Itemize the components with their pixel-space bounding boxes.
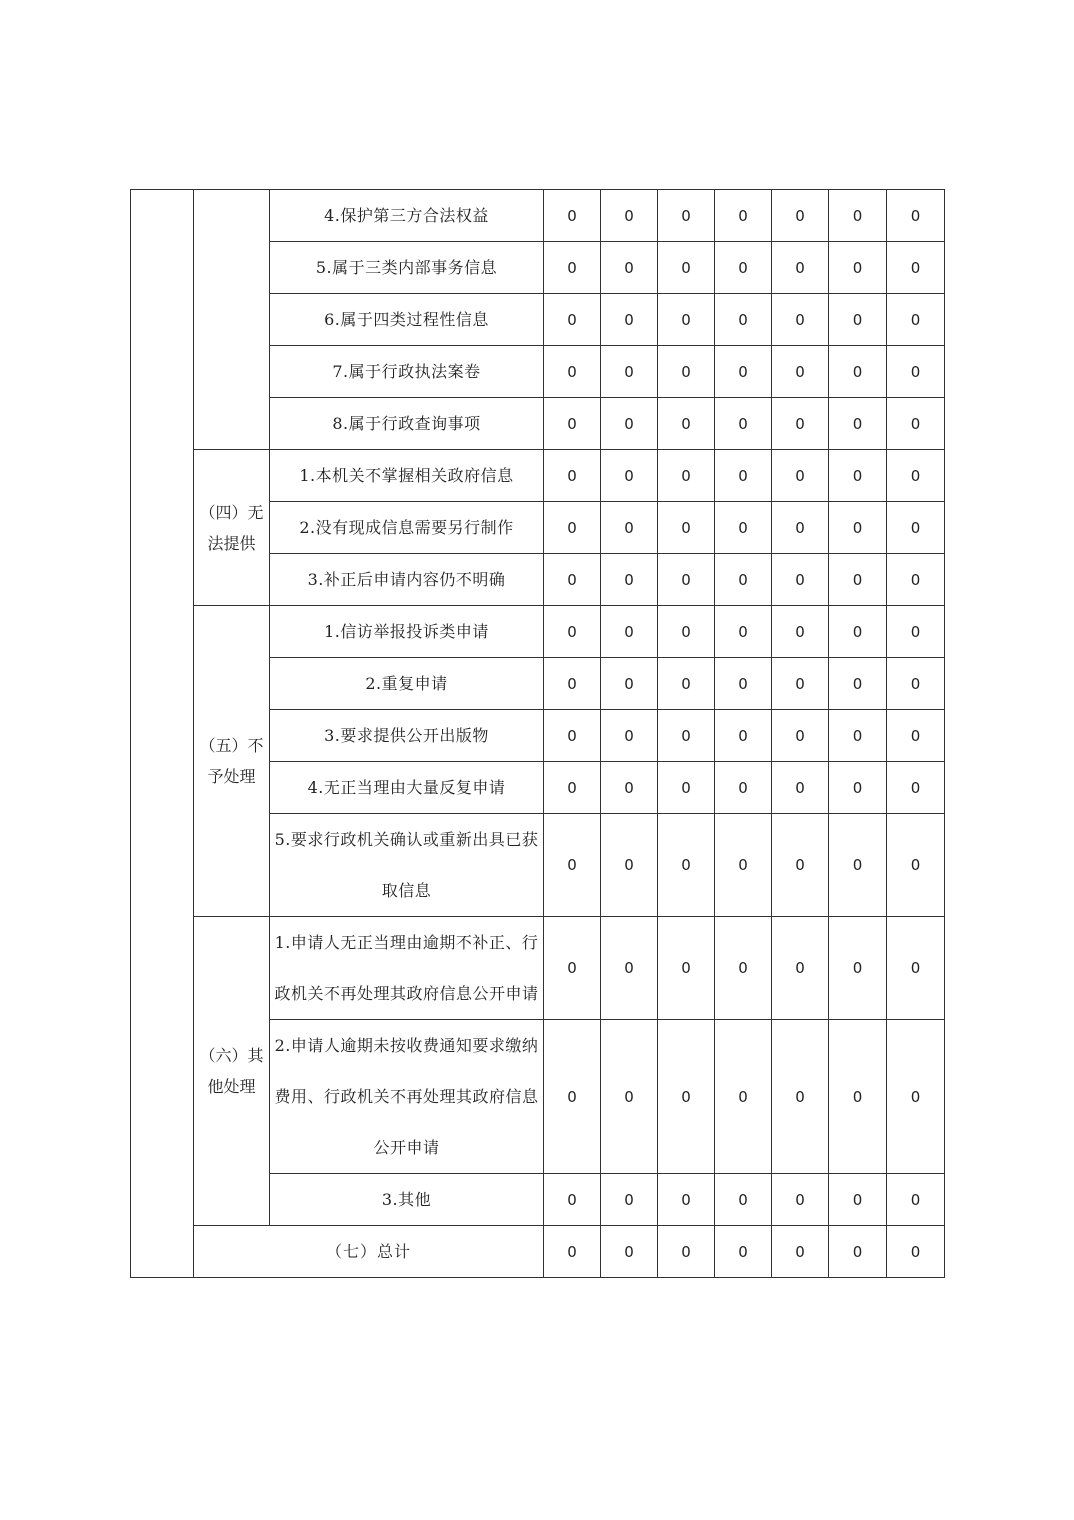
value-cell: 0 bbox=[887, 450, 945, 502]
value-cell: 0 bbox=[544, 658, 601, 710]
value-cell: 0 bbox=[658, 762, 715, 814]
value-cell: 0 bbox=[544, 1174, 601, 1226]
value-cell: 0 bbox=[715, 1020, 772, 1174]
value-cell: 0 bbox=[772, 762, 829, 814]
value-cell: 0 bbox=[715, 398, 772, 450]
value-cell: 0 bbox=[658, 450, 715, 502]
value-cell: 0 bbox=[829, 710, 887, 762]
group-cell-continued bbox=[194, 190, 270, 450]
value-cell: 0 bbox=[658, 398, 715, 450]
value-cell: 0 bbox=[715, 190, 772, 242]
value-cell: 0 bbox=[544, 242, 601, 294]
value-cell: 0 bbox=[772, 242, 829, 294]
value-cell: 0 bbox=[887, 762, 945, 814]
value-cell: 0 bbox=[544, 762, 601, 814]
item-label: 1.信访举报投诉类申请 bbox=[270, 606, 544, 658]
table-row bbox=[131, 450, 945, 502]
value-cell: 0 bbox=[887, 1174, 945, 1226]
item-label: 4.无正当理由大量反复申请 bbox=[270, 762, 544, 814]
value-cell: 0 bbox=[829, 814, 887, 917]
value-cell: 0 bbox=[829, 346, 887, 398]
value-cell: 0 bbox=[829, 450, 887, 502]
value-cell: 0 bbox=[829, 1020, 887, 1174]
value-cell: 0 bbox=[658, 710, 715, 762]
value-cell: 0 bbox=[772, 1174, 829, 1226]
value-cell: 0 bbox=[772, 1226, 829, 1278]
value-cell: 0 bbox=[829, 502, 887, 554]
value-cell: 0 bbox=[658, 502, 715, 554]
value-cell: 0 bbox=[715, 242, 772, 294]
value-cell: 0 bbox=[715, 1174, 772, 1226]
value-cell: 0 bbox=[887, 502, 945, 554]
value-cell: 0 bbox=[544, 450, 601, 502]
total-row bbox=[131, 1226, 945, 1278]
value-cell: 0 bbox=[829, 398, 887, 450]
value-cell: 0 bbox=[772, 554, 829, 606]
value-cell: 0 bbox=[544, 606, 601, 658]
value-cell: 0 bbox=[772, 917, 829, 1020]
value-cell: 0 bbox=[658, 190, 715, 242]
value-cell: 0 bbox=[772, 346, 829, 398]
value-cell: 0 bbox=[658, 554, 715, 606]
table-row bbox=[131, 190, 945, 242]
value-cell: 0 bbox=[544, 398, 601, 450]
value-cell: 0 bbox=[544, 814, 601, 917]
value-cell: 0 bbox=[715, 1226, 772, 1278]
value-cell: 0 bbox=[601, 1174, 658, 1226]
value-cell: 0 bbox=[829, 1174, 887, 1226]
value-cell: 0 bbox=[544, 1226, 601, 1278]
value-cell: 0 bbox=[544, 502, 601, 554]
item-label: 8.属于行政查询事项 bbox=[270, 398, 544, 450]
value-cell: 0 bbox=[601, 606, 658, 658]
value-cell: 0 bbox=[772, 658, 829, 710]
value-cell: 0 bbox=[601, 554, 658, 606]
value-cell: 0 bbox=[601, 1226, 658, 1278]
value-cell: 0 bbox=[829, 1226, 887, 1278]
item-label: 2.重复申请 bbox=[270, 658, 544, 710]
item-label: 2.没有现成信息需要另行制作 bbox=[270, 502, 544, 554]
table-row bbox=[131, 606, 945, 658]
value-cell: 0 bbox=[601, 1020, 658, 1174]
item-label: 3.其他 bbox=[270, 1174, 544, 1226]
value-cell: 0 bbox=[772, 606, 829, 658]
value-cell: 0 bbox=[658, 658, 715, 710]
value-cell: 0 bbox=[829, 658, 887, 710]
value-cell: 0 bbox=[544, 1020, 601, 1174]
value-cell: 0 bbox=[887, 658, 945, 710]
total-label: （七）总计 bbox=[194, 1226, 544, 1278]
value-cell: 0 bbox=[887, 398, 945, 450]
value-cell: 0 bbox=[772, 502, 829, 554]
value-cell: 0 bbox=[772, 190, 829, 242]
value-cell: 0 bbox=[601, 450, 658, 502]
item-label: 3.要求提供公开出版物 bbox=[270, 710, 544, 762]
item-label: 6.属于四类过程性信息 bbox=[270, 294, 544, 346]
value-cell: 0 bbox=[601, 658, 658, 710]
value-cell: 0 bbox=[829, 242, 887, 294]
value-cell: 0 bbox=[772, 294, 829, 346]
value-cell: 0 bbox=[887, 190, 945, 242]
value-cell: 0 bbox=[829, 762, 887, 814]
value-cell: 0 bbox=[772, 398, 829, 450]
value-cell: 0 bbox=[715, 917, 772, 1020]
value-cell: 0 bbox=[887, 346, 945, 398]
value-cell: 0 bbox=[544, 190, 601, 242]
value-cell: 0 bbox=[658, 814, 715, 917]
value-cell: 0 bbox=[658, 242, 715, 294]
value-cell: 0 bbox=[829, 294, 887, 346]
value-cell: 0 bbox=[772, 1020, 829, 1174]
value-cell: 0 bbox=[772, 814, 829, 917]
value-cell: 0 bbox=[715, 606, 772, 658]
value-cell: 0 bbox=[658, 606, 715, 658]
value-cell: 0 bbox=[887, 814, 945, 917]
value-cell: 0 bbox=[658, 917, 715, 1020]
group6-label: （六）其他处理 bbox=[194, 917, 270, 1226]
value-cell: 0 bbox=[658, 346, 715, 398]
value-cell: 0 bbox=[544, 710, 601, 762]
item-label: 7.属于行政执法案卷 bbox=[270, 346, 544, 398]
item-label: 3.补正后申请内容仍不明确 bbox=[270, 554, 544, 606]
item-label: 5.要求行政机关确认或重新出具已获取信息 bbox=[270, 814, 544, 917]
value-cell: 0 bbox=[601, 762, 658, 814]
value-cell: 0 bbox=[544, 294, 601, 346]
value-cell: 0 bbox=[601, 917, 658, 1020]
item-label: 1.申请人无正当理由逾期不补正、行政机关不再处理其政府信息公开申请 bbox=[270, 917, 544, 1020]
value-cell: 0 bbox=[544, 346, 601, 398]
value-cell: 0 bbox=[715, 762, 772, 814]
value-cell: 0 bbox=[601, 398, 658, 450]
value-cell: 0 bbox=[772, 450, 829, 502]
disclosure-stats-table bbox=[130, 189, 945, 1278]
value-cell: 0 bbox=[829, 190, 887, 242]
group5-label: （五）不予处理 bbox=[194, 606, 270, 917]
value-cell: 0 bbox=[887, 917, 945, 1020]
value-cell: 0 bbox=[601, 814, 658, 917]
value-cell: 0 bbox=[887, 606, 945, 658]
value-cell: 0 bbox=[715, 658, 772, 710]
item-label: 2.申请人逾期未按收费通知要求缴纳费用、行政机关不再处理其政府信息公开申请 bbox=[270, 1020, 544, 1174]
value-cell: 0 bbox=[601, 242, 658, 294]
value-cell: 0 bbox=[715, 450, 772, 502]
value-cell: 0 bbox=[601, 190, 658, 242]
table-body bbox=[131, 190, 945, 1278]
value-cell: 0 bbox=[601, 294, 658, 346]
value-cell: 0 bbox=[887, 554, 945, 606]
value-cell: 0 bbox=[715, 814, 772, 917]
value-cell: 0 bbox=[829, 554, 887, 606]
value-cell: 0 bbox=[601, 502, 658, 554]
value-cell: 0 bbox=[544, 554, 601, 606]
value-cell: 0 bbox=[887, 242, 945, 294]
item-label: 1.本机关不掌握相关政府信息 bbox=[270, 450, 544, 502]
value-cell: 0 bbox=[715, 710, 772, 762]
value-cell: 0 bbox=[887, 294, 945, 346]
value-cell: 0 bbox=[658, 1174, 715, 1226]
value-cell: 0 bbox=[715, 294, 772, 346]
value-cell: 0 bbox=[887, 710, 945, 762]
value-cell: 0 bbox=[887, 1226, 945, 1278]
group4-label: （四）无法提供 bbox=[194, 450, 270, 606]
value-cell: 0 bbox=[658, 294, 715, 346]
value-cell: 0 bbox=[715, 554, 772, 606]
item-label: 5.属于三类内部事务信息 bbox=[270, 242, 544, 294]
outer-category-cell bbox=[131, 190, 194, 1278]
value-cell: 0 bbox=[772, 710, 829, 762]
value-cell: 0 bbox=[829, 606, 887, 658]
value-cell: 0 bbox=[715, 502, 772, 554]
item-label: 4.保护第三方合法权益 bbox=[270, 190, 544, 242]
value-cell: 0 bbox=[601, 346, 658, 398]
value-cell: 0 bbox=[544, 917, 601, 1020]
value-cell: 0 bbox=[715, 346, 772, 398]
value-cell: 0 bbox=[887, 1020, 945, 1174]
value-cell: 0 bbox=[658, 1226, 715, 1278]
table-row bbox=[131, 917, 945, 1020]
value-cell: 0 bbox=[829, 917, 887, 1020]
value-cell: 0 bbox=[658, 1020, 715, 1174]
value-cell: 0 bbox=[601, 710, 658, 762]
